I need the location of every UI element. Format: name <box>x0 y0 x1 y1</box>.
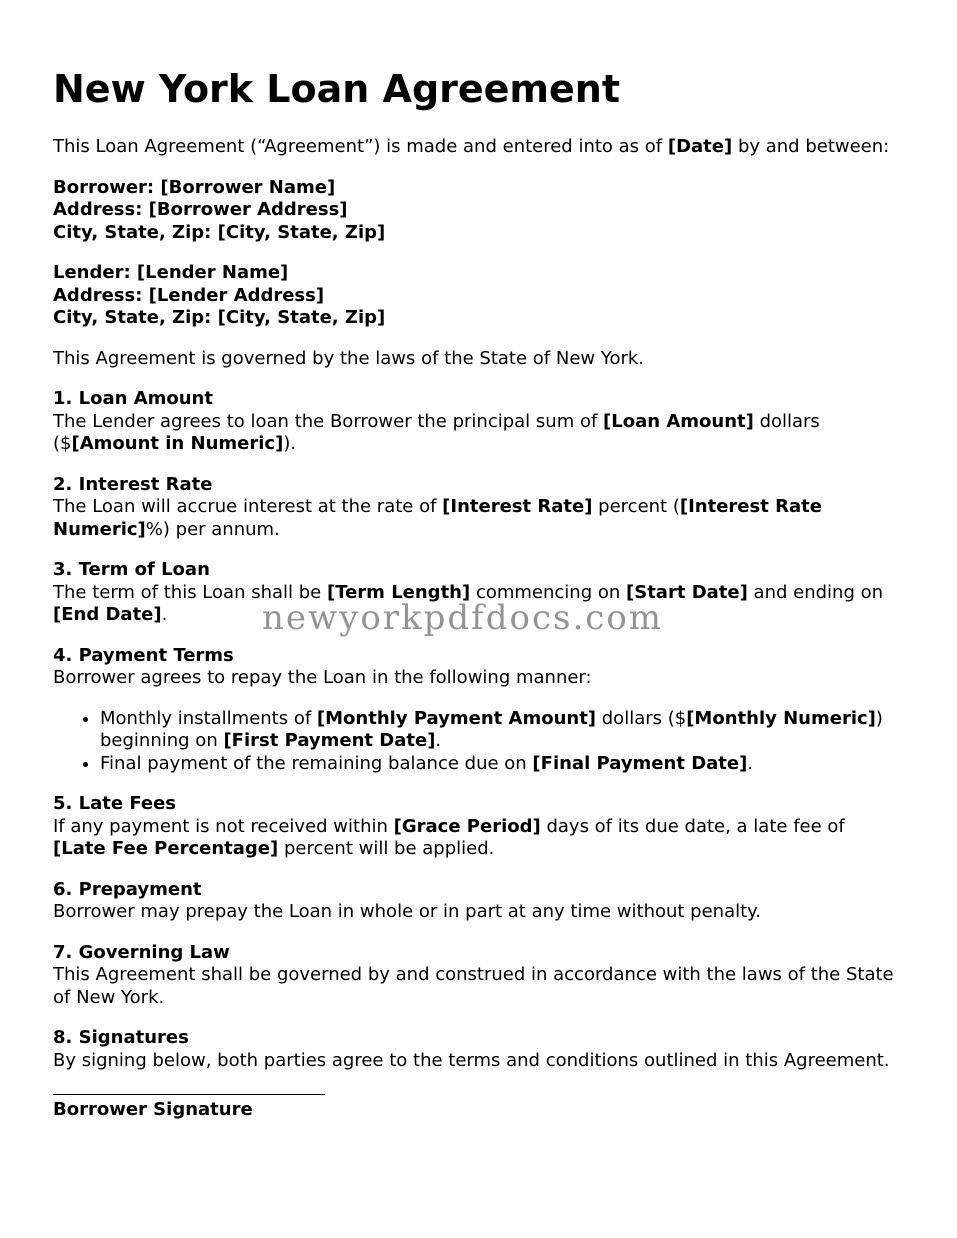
intro-text: This Loan Agreement (“Agreement”) is made and entered into as of <box>53 136 668 157</box>
monthly-payment-placeholder: [Monthly Payment Amount] <box>316 707 597 729</box>
governed-statement: This Agreement is governed by the laws of the State of New York. <box>53 347 645 369</box>
section-heading: 2. Interest Rate <box>53 473 213 495</box>
borrower-block <box>53 177 903 245</box>
section-text: The Loan will accrue interest at the rate of <box>53 496 443 517</box>
section-late-fees <box>53 793 903 861</box>
list-text: ) beginning on <box>100 707 883 751</box>
section-text: The term of this Loan shall be <box>53 581 327 603</box>
borrower-address: Address: [Borrower Address] <box>53 199 348 220</box>
payment-terms-list <box>53 708 903 776</box>
section-heading: 7. Governing Law <box>53 941 230 963</box>
section-text: By signing below, both parties agree to the terms and conditions outlined in this Agreement. <box>53 1049 890 1071</box>
section-text: commencing on <box>470 581 626 603</box>
section-text: Borrower may prepay the Loan in whole or in part at any time without penalty. <box>53 901 761 922</box>
lender-block <box>53 262 903 330</box>
list-text: Monthly installments of <box>100 707 317 729</box>
lender-address: Address: [Lender Address] <box>53 284 325 306</box>
section-signatures <box>53 1027 903 1072</box>
late-fee-percentage-placeholder: [Late Fee Percentage] <box>53 838 279 859</box>
section-heading: 3. Term of Loan <box>53 559 210 580</box>
section-heading: 1. Loan Amount <box>53 388 213 409</box>
borrower-signature-label: Borrower Signature <box>53 1099 253 1120</box>
end-date-placeholder: [End Date] <box>53 604 162 625</box>
lender-city: City, State, Zip: [City, State, Zip] <box>53 307 386 328</box>
list-item <box>100 753 903 776</box>
final-payment-date-placeholder: [Final Payment Date] <box>532 752 748 774</box>
list-text: Final payment of the remaining balance due on <box>100 752 533 774</box>
intro-date-placeholder: [Date] <box>667 136 733 157</box>
borrower-name: Borrower: [Borrower Name] <box>53 176 336 198</box>
interest-rate-numeric-placeholder: [Interest Rate Numeric] <box>53 496 822 540</box>
section-heading: 5. Late Fees <box>53 793 177 814</box>
section-heading: 8. Signatures <box>53 1027 189 1048</box>
section-text: ). <box>283 433 297 454</box>
loan-amount-placeholder: [Loan Amount] <box>603 410 754 432</box>
section-term-of-loan <box>53 559 903 627</box>
section-text: dollars ($ <box>53 410 820 454</box>
watermark: newyorkpdfdocs.com <box>262 598 664 638</box>
section-text: The Lender agrees to loan the Borrower the principal sum of <box>53 410 604 432</box>
section-loan-amount <box>53 388 903 456</box>
section-text: This Agreement shall be governed by and construed in accordance with the laws of the State of New York. <box>53 964 894 1008</box>
list-text: . <box>747 752 754 774</box>
start-date-placeholder: [Start Date] <box>626 581 748 603</box>
intro-paragraph <box>53 136 903 159</box>
section-text: Borrower agrees to repay the Loan in the following manner: <box>53 667 592 688</box>
list-text: . <box>435 730 442 751</box>
document-title: New York Loan Agreement <box>53 67 621 111</box>
section-text: . <box>161 604 168 625</box>
section-text: percent ( <box>592 496 680 517</box>
section-heading: 4. Payment Terms <box>53 644 234 666</box>
interest-rate-placeholder: [Interest Rate] <box>442 496 593 517</box>
list-text: dollars ($ <box>596 707 687 729</box>
grace-period-placeholder: [Grace Period] <box>393 815 541 837</box>
list-item <box>100 708 903 753</box>
borrower-signature-line[interactable] <box>53 1094 325 1095</box>
amount-numeric-placeholder: [Amount in Numeric] <box>71 433 284 454</box>
section-payment-terms <box>53 645 903 690</box>
section-heading: 6. Prepayment <box>53 878 202 900</box>
section-text: days of its due date, a late fee of <box>540 815 845 837</box>
section-text: %) per annum. <box>145 518 280 540</box>
section-text: and ending on <box>747 581 884 603</box>
document-page <box>53 66 903 1122</box>
section-interest-rate <box>53 474 903 542</box>
intro-text-end: by and between: <box>732 136 890 157</box>
section-prepayment <box>53 879 903 924</box>
term-length-placeholder: [Term Length] <box>326 581 471 603</box>
borrower-city: City, State, Zip: [City, State, Zip] <box>53 221 386 243</box>
monthly-numeric-placeholder: [Monthly Numeric] <box>686 707 876 729</box>
section-governing-law <box>53 942 903 1010</box>
section-text: percent will be applied. <box>278 838 495 859</box>
section-text: If any payment is not received within <box>53 815 394 837</box>
first-payment-date-placeholder: [First Payment Date] <box>223 730 436 751</box>
lender-name: Lender: [Lender Name] <box>53 262 289 283</box>
